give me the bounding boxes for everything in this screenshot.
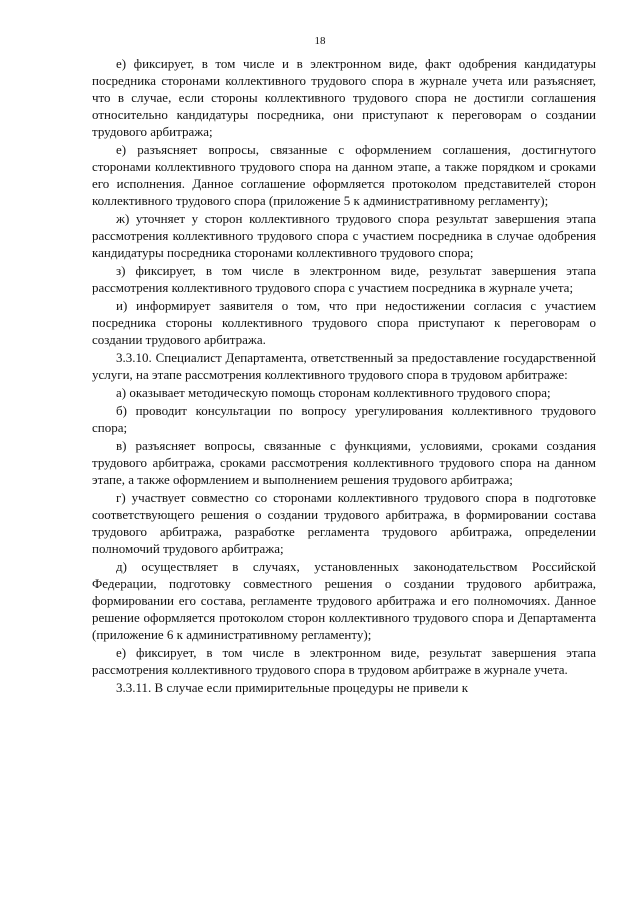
paragraph-5: и) информирует заявителя о том, что при недостижении согласия с участием посредника стороны коллективного трудового спора приступают к переговорам о создании трудового арбитража. bbox=[92, 298, 596, 347]
paragraph-11: д) осуществляет в случаях, установленных законодательством Российской Федерации, подготовку совместного решения о создании трудового арбитража, формировании его состава, регламенте трудового арбитража и его полномочиях. Данное решение оформляется протоколом сторон коллективного трудового спора и Департамента (приложение 6 к административному регламенту); bbox=[92, 559, 596, 642]
paragraph-6: 3.3.10. Специалист Департамента, ответственный за предоставление государственной услуги, на этапе рассмотрения коллективного трудового спора в трудовом арбитраже: bbox=[92, 350, 596, 382]
paragraph-13: 3.3.11. В случае если примирительные процедуры не привели к bbox=[116, 680, 469, 695]
paragraph-4: з) фиксирует, в том числе в электронном виде, результат завершения этапа рассмотрения коллективного трудового спора с участием посредника в журнале учета; bbox=[92, 263, 596, 295]
page-number: 18 bbox=[314, 35, 326, 47]
paragraph-10: г) участвует совместно со сторонами коллективного трудового спора в подготовке соответствующего решения о создании трудового арбитража, в формировании состава трудового арбитража, разработке регламента трудового арбитража, определении полномочий трудового арбитража; bbox=[92, 490, 596, 556]
paragraph-9: в) разъясняет вопросы, связанные с функциями, условиями, сроками создания трудового арбитража, сроками рассмотрения коллективного трудового спора на данном этапе, а также оформлением и выполнением решения трудового арбитража; bbox=[92, 438, 596, 487]
paragraph-3: ж) уточняет у сторон коллективного трудового спора результат завершения этапа рассмотрения коллективного трудового спора с участием посредника в случае одобрения кандидатуры посредника сторонами коллективного трудового спора; bbox=[92, 211, 596, 260]
paragraph-8: б) проводит консультации по вопросу урегулирования коллективного трудового спора; bbox=[92, 403, 596, 435]
paragraph-1: е) фиксирует, в том числе и в электронном виде, факт одобрения кандидатуры посредника сторонами коллективного трудового спора в журнале учета или разъясняет, что в случае, если стороны коллективного трудового спора не достигли соглашения относительно кандидатуры посредника, они приступают к переговорам о создании трудового арбитража; bbox=[92, 56, 596, 139]
document-body bbox=[92, 55, 596, 697]
paragraph-12: е) фиксирует, в том числе в электронном виде, результат завершения этапа рассмотрения коллективного трудового спора в трудовом арбитраже в журнале учета. bbox=[92, 645, 596, 677]
paragraph-7: а) оказывает методическую помощь сторонам коллективного трудового спора; bbox=[116, 385, 551, 400]
paragraph-2: е) разъясняет вопросы, связанные с оформлением соглашения, достигнутого сторонами коллективного трудового спора на данном этапе, а также порядком и сроками его исполнения. Данное соглашение оформляется протоколом представителей сторон коллективного трудового спора (приложение 5 к административному регламенту); bbox=[92, 142, 596, 208]
